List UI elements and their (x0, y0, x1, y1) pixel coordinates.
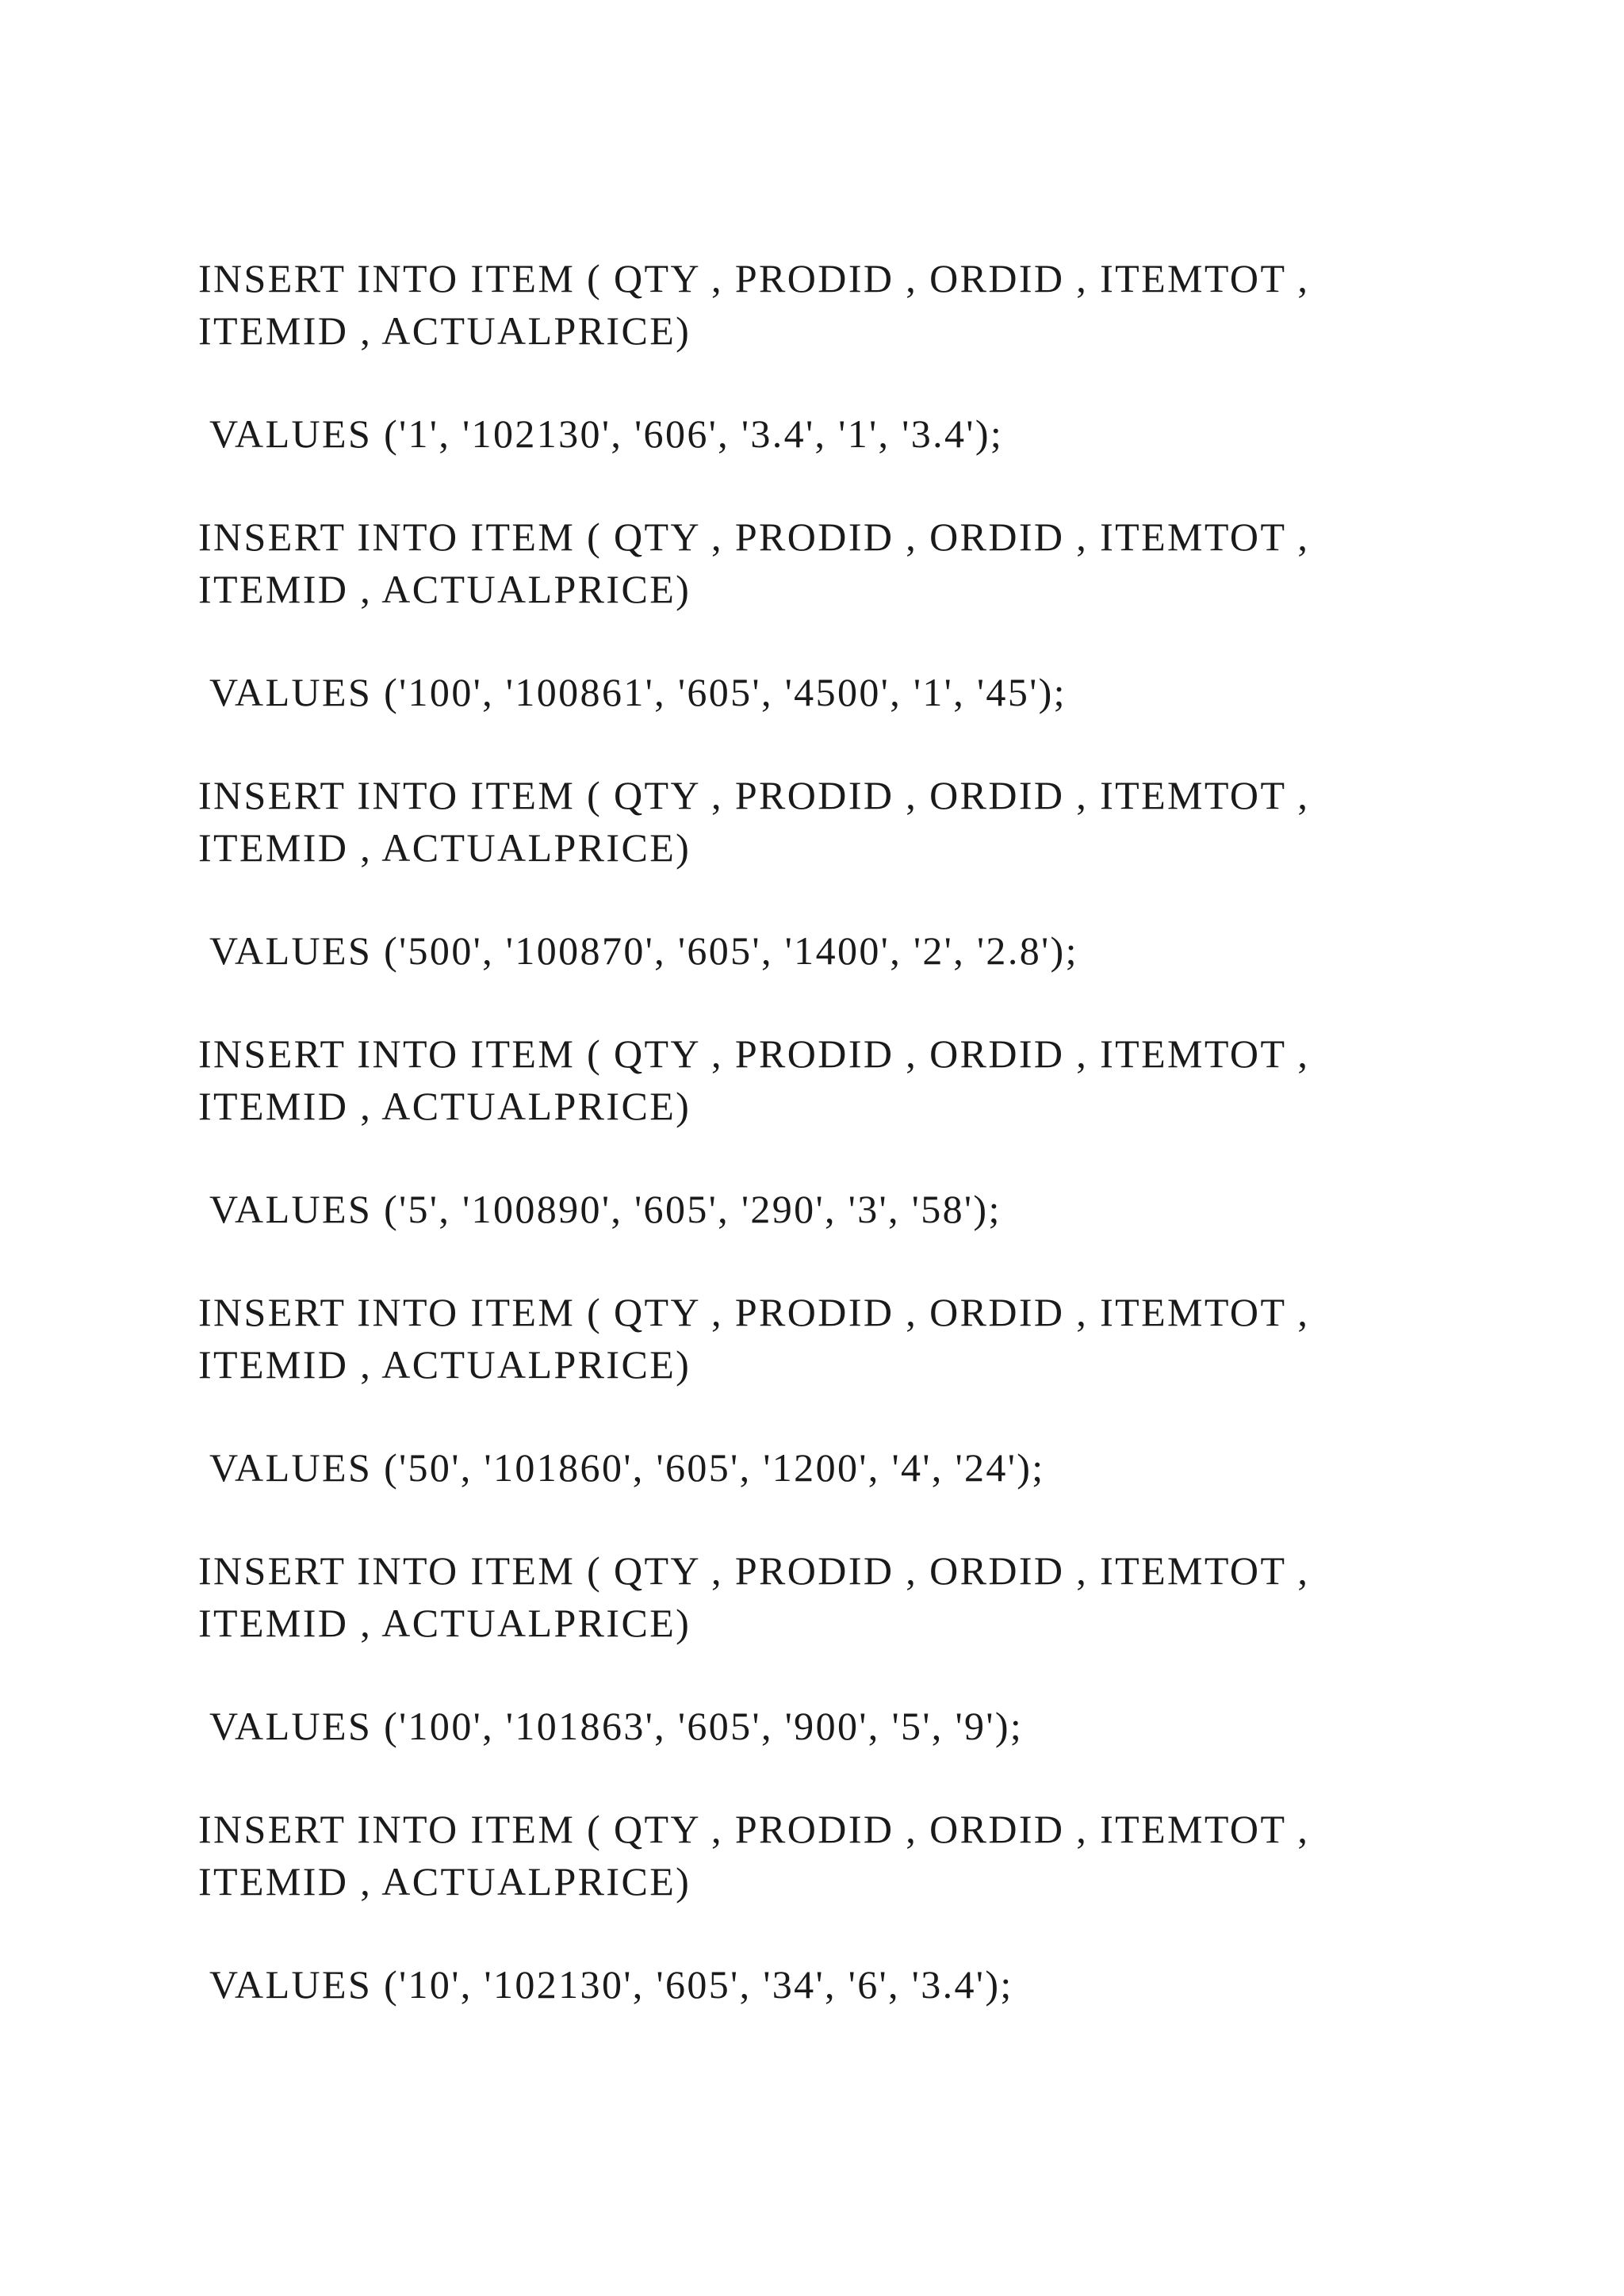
insert-columns-line: ITEMID , ACTUALPRICE) (198, 1859, 691, 1904)
values-line: VALUES ('10', '102130', '605', '34', '6', '3.4'); (198, 1962, 1013, 2007)
insert-columns-line: ITEMID , ACTUALPRICE) (198, 1084, 691, 1128)
insert-line: INSERT INTO ITEM ( QTY , PRODID , ORDID , ITEMTOT , (198, 256, 1310, 300)
insert-line: INSERT INTO ITEM ( QTY , PRODID , ORDID , ITEMTOT , (198, 1031, 1310, 1076)
sql-statement (198, 769, 1467, 977)
insert-line: INSERT INTO ITEM ( QTY , PRODID , ORDID , ITEMTOT , (198, 773, 1310, 817)
sql-statement (198, 1027, 1467, 1235)
insert-columns-line: ITEMID , ACTUALPRICE) (198, 308, 691, 353)
insert-line: INSERT INTO ITEM ( QTY , PRODID , ORDID , ITEMTOT , (198, 1548, 1310, 1593)
values-line: VALUES ('1', '102130', '606', '3.4', '1', '3.4'); (198, 411, 1004, 456)
sql-statement (198, 252, 1467, 460)
values-line: VALUES ('500', '100870', '605', '1400', '2', '2.8'); (198, 928, 1078, 973)
values-line: VALUES ('5', '100890', '605', '290', '3', '58'); (198, 1187, 1002, 1231)
insert-line: INSERT INTO ITEM ( QTY , PRODID , ORDID , ITEMTOT , (198, 515, 1310, 559)
sql-statement (198, 1286, 1467, 1494)
values-line: VALUES ('100', '101863', '605', '900', '5', '9'); (198, 1704, 1024, 1748)
sql-statements (198, 252, 1467, 2061)
sql-statement (198, 511, 1467, 718)
insert-columns-line: ITEMID , ACTUALPRICE) (198, 1601, 691, 1645)
values-line: VALUES ('100', '100861', '605', '4500', '1', '45'); (198, 670, 1067, 714)
insert-line: INSERT INTO ITEM ( QTY , PRODID , ORDID , ITEMTOT , (198, 1807, 1310, 1851)
insert-columns-line: ITEMID , ACTUALPRICE) (198, 567, 691, 611)
insert-columns-line: ITEMID , ACTUALPRICE) (198, 1342, 691, 1387)
insert-line: INSERT INTO ITEM ( QTY , PRODID , ORDID , ITEMTOT , (198, 1290, 1310, 1334)
sql-statement (198, 1803, 1467, 2011)
sql-statement (198, 1544, 1467, 1752)
insert-columns-line: ITEMID , ACTUALPRICE) (198, 825, 691, 870)
values-line: VALUES ('50', '101860', '605', '1200', '4', '24'); (198, 1445, 1045, 1490)
